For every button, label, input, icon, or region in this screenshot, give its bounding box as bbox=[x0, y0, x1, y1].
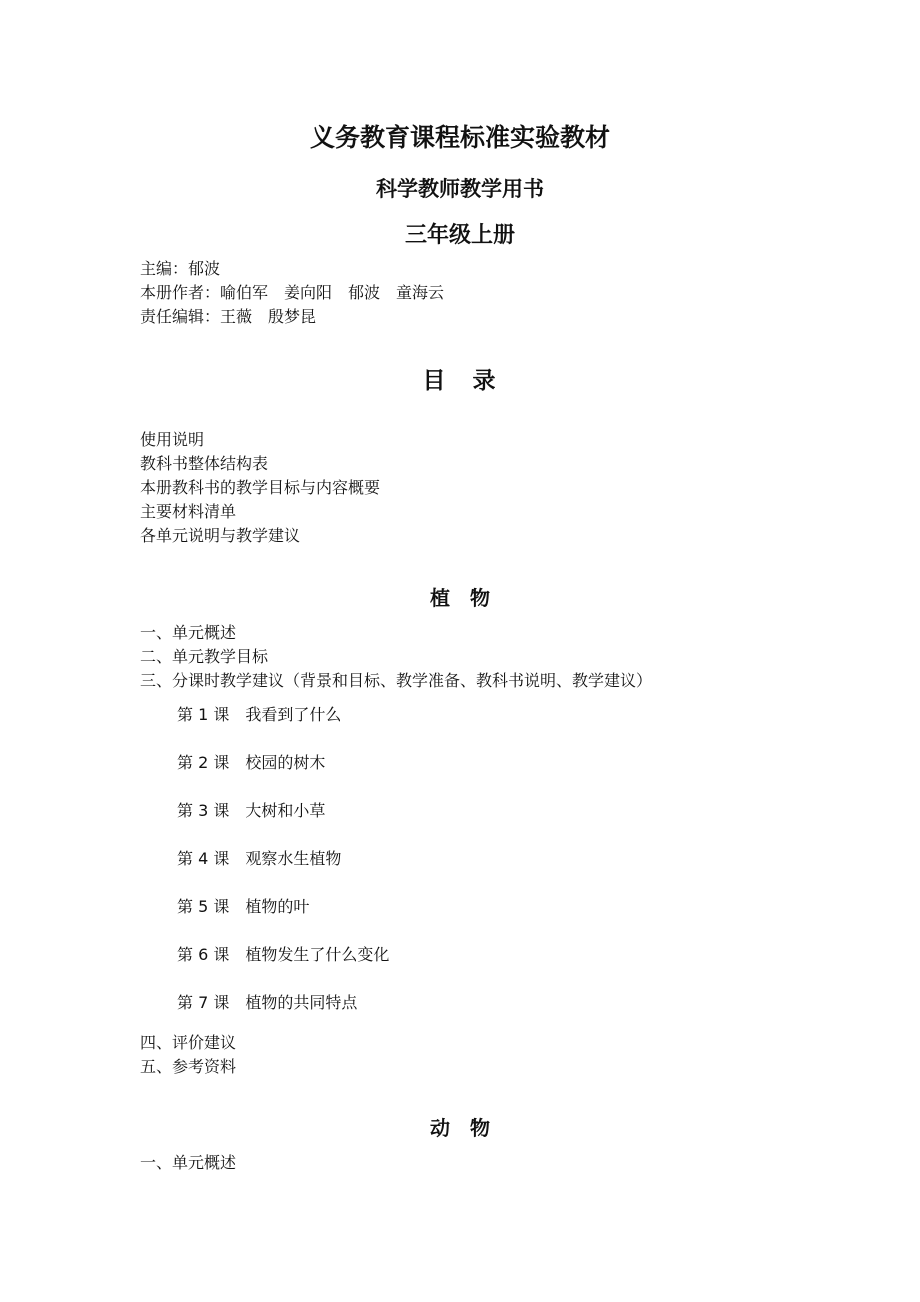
toc-item: 四、评价建议 bbox=[140, 1033, 237, 1052]
toc-item: 使用说明 bbox=[140, 430, 205, 449]
grade-title: 三年级上册 bbox=[404, 223, 515, 248]
toc-item: 各单元说明与教学建议 bbox=[140, 526, 301, 545]
toc-item: 一、单元概述 bbox=[140, 623, 237, 642]
lesson-item: 第 5 课 植物的叶 bbox=[177, 897, 310, 916]
credit-authors: 本册作者：喻伯军 姜向阳 郁波 童海云 bbox=[140, 283, 445, 302]
toc-item: 三、分课时教学建议（背景和目标、教学准备、教科书说明、教学建议） bbox=[140, 671, 653, 690]
book-title: 科学教师教学用书 bbox=[376, 177, 544, 201]
main-title: 义务教育课程标准实验教材 bbox=[309, 123, 610, 152]
unit-plants-title: 植 物 bbox=[430, 586, 490, 610]
lesson-item: 第 6 课 植物发生了什么变化 bbox=[177, 945, 390, 964]
toc-item: 教科书整体结构表 bbox=[140, 454, 269, 473]
lesson-item: 第 7 课 植物的共同特点 bbox=[177, 993, 358, 1012]
lesson-item: 第 1 课 我看到了什么 bbox=[177, 705, 342, 724]
toc-item: 本册教科书的教学目标与内容概要 bbox=[140, 478, 381, 497]
toc-item: 主要材料清单 bbox=[140, 502, 237, 521]
toc-item: 二、单元教学目标 bbox=[140, 647, 269, 666]
toc-item: 五、参考资料 bbox=[140, 1057, 237, 1076]
credit-chief-editor: 主编：郁波 bbox=[140, 259, 221, 278]
credit-editors: 责任编辑：王薇 殷梦昆 bbox=[140, 307, 317, 326]
lesson-item: 第 2 课 校园的树木 bbox=[177, 753, 326, 772]
unit-animals-title: 动 物 bbox=[430, 1116, 490, 1140]
toc-title: 目 录 bbox=[422, 368, 498, 394]
lesson-item: 第 4 课 观察水生植物 bbox=[177, 849, 342, 868]
lesson-item: 第 3 课 大树和小草 bbox=[177, 801, 326, 820]
toc-item: 一、单元概述 bbox=[140, 1153, 237, 1172]
